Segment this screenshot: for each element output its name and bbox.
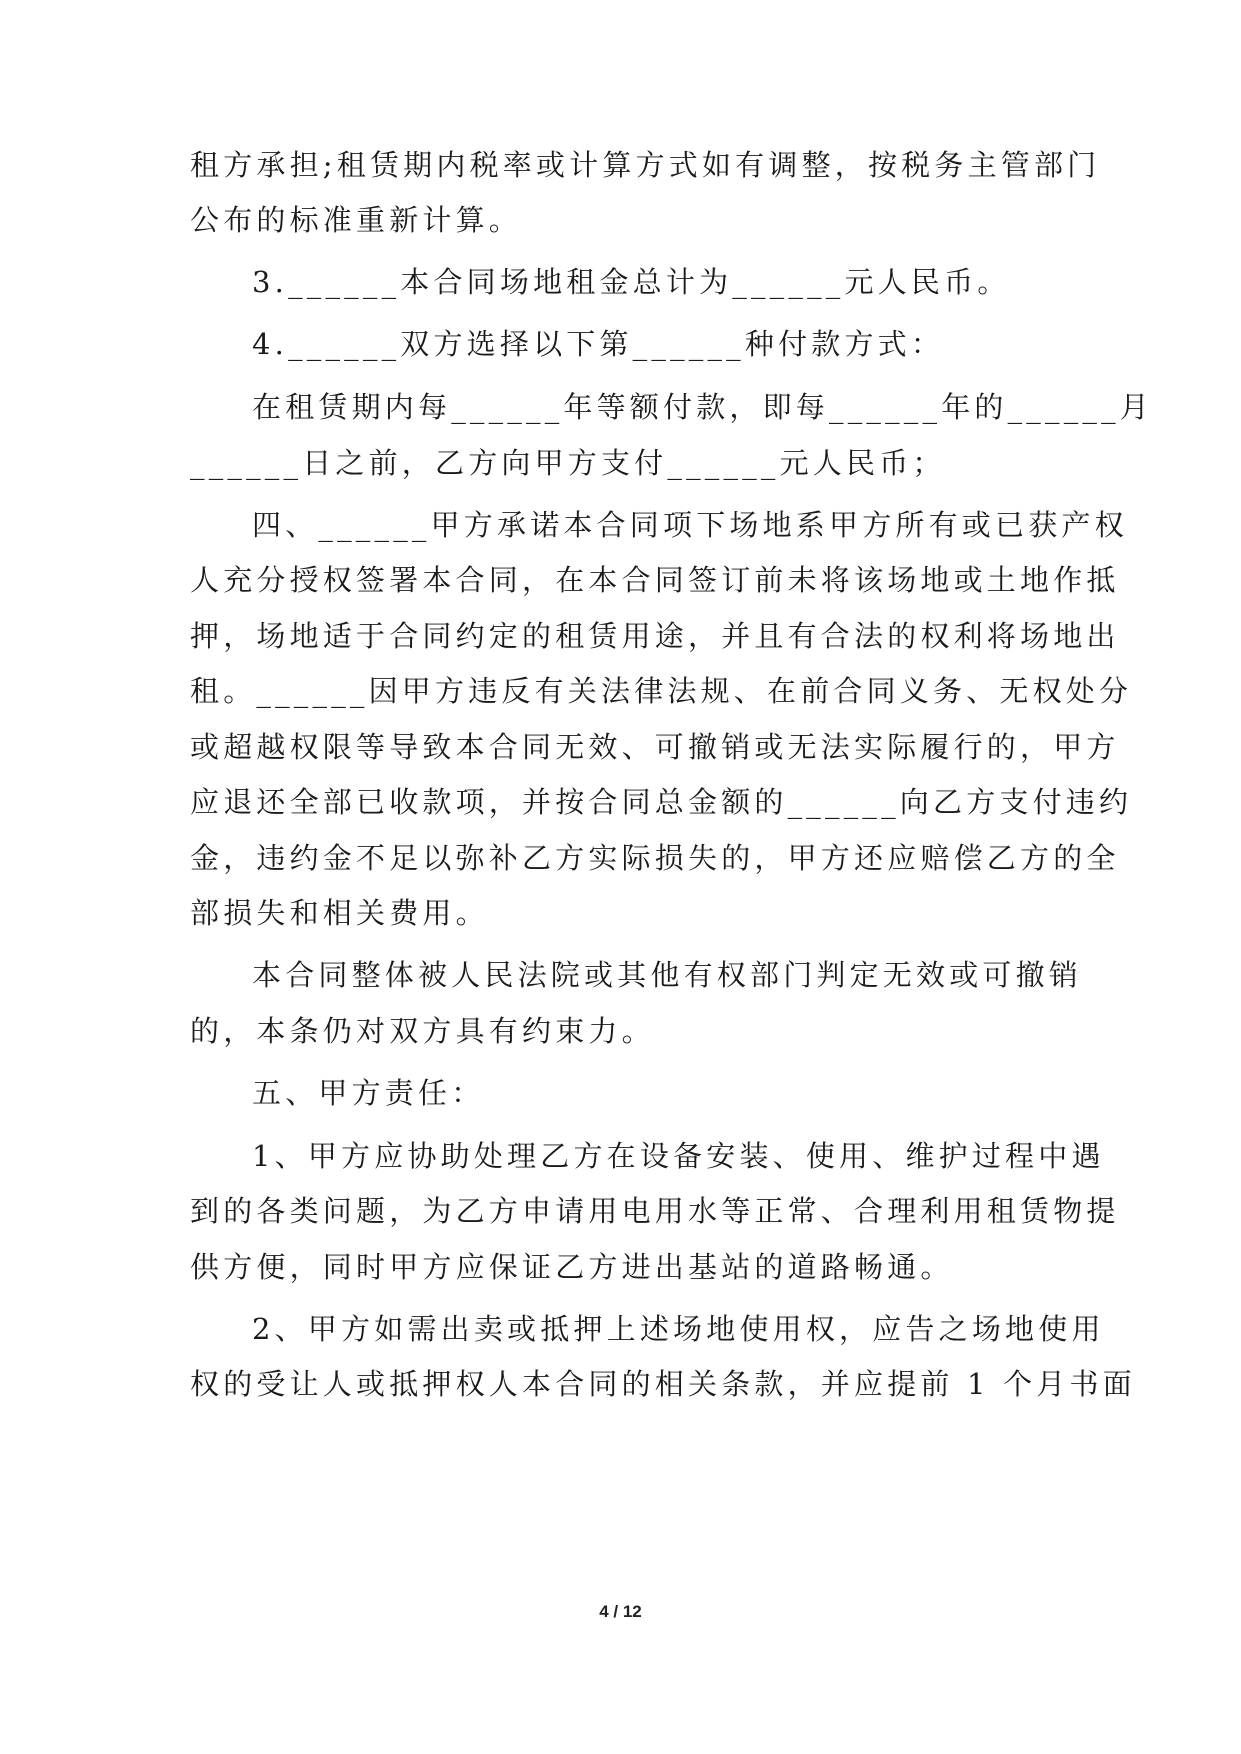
text-line: 四、______甲方承诺本合同项下场地系甲方所有或已获产权: [252, 508, 1128, 542]
text-line: 部损失和相关费用。: [190, 896, 489, 930]
text-line: 到的各类问题，为乙方申请用电用水等正常、合理利用租赁物提: [190, 1194, 1120, 1228]
text-line: 押，场地适于合同约定的租赁用途，并且有合法的权利将场地出: [190, 619, 1120, 653]
text-line: 权的受让人或抵押权人本合同的相关条款，并应提前 1 个月书面: [190, 1367, 1136, 1401]
text-line: 五、甲方责任：: [252, 1076, 485, 1110]
text-line: 在租赁期内每______年等额付款，即每______年的______月: [252, 390, 1154, 424]
text-line: 3.______本合同场地租金总计为______元人民币。: [252, 265, 1011, 299]
text-line: 应退还全部已收款项，并按合同总金额的______向乙方支付违约: [190, 785, 1133, 819]
text-line: 的，本条仍对双方具有约束力。: [190, 1014, 655, 1048]
text-line: 2、甲方如需出卖或抵押上述场地使用权，应告之场地使用: [252, 1312, 1105, 1346]
page-number: 4 / 12: [599, 1602, 642, 1621]
text-line: 租方承担;租赁期内税率或计算方式如有调整，按税务主管部门: [190, 148, 1101, 182]
text-line: 本合同整体被人民法院或其他有权部门判定无效或可撤销: [252, 958, 1083, 992]
text-line: 金，违约金不足以弥补乙方实际损失的，甲方还应赔偿乙方的全: [190, 841, 1120, 875]
text-line: 4.______双方选择以下第______种付款方式：: [252, 327, 945, 361]
text-line: 租。______因甲方违反有关法律法规、在前合同义务、无权处分: [190, 674, 1133, 708]
text-line: 或超越权限等导致本合同无效、可撤销或无法实际履行的，甲方: [190, 730, 1120, 764]
text-line: 人充分授权签署本合同，在本合同签订前未将该场地或土地作抵: [190, 563, 1120, 597]
text-line: 公布的标准重新计算。: [190, 203, 523, 237]
text-line: 1、甲方应协助处理乙方在设备安装、使用、维护过程中遇: [252, 1139, 1105, 1173]
text-line: 供方便，同时甲方应保证乙方进出基站的道路畅通。: [190, 1250, 954, 1284]
text-line: ______日之前，乙方向甲方支付______元人民币；: [190, 446, 946, 480]
